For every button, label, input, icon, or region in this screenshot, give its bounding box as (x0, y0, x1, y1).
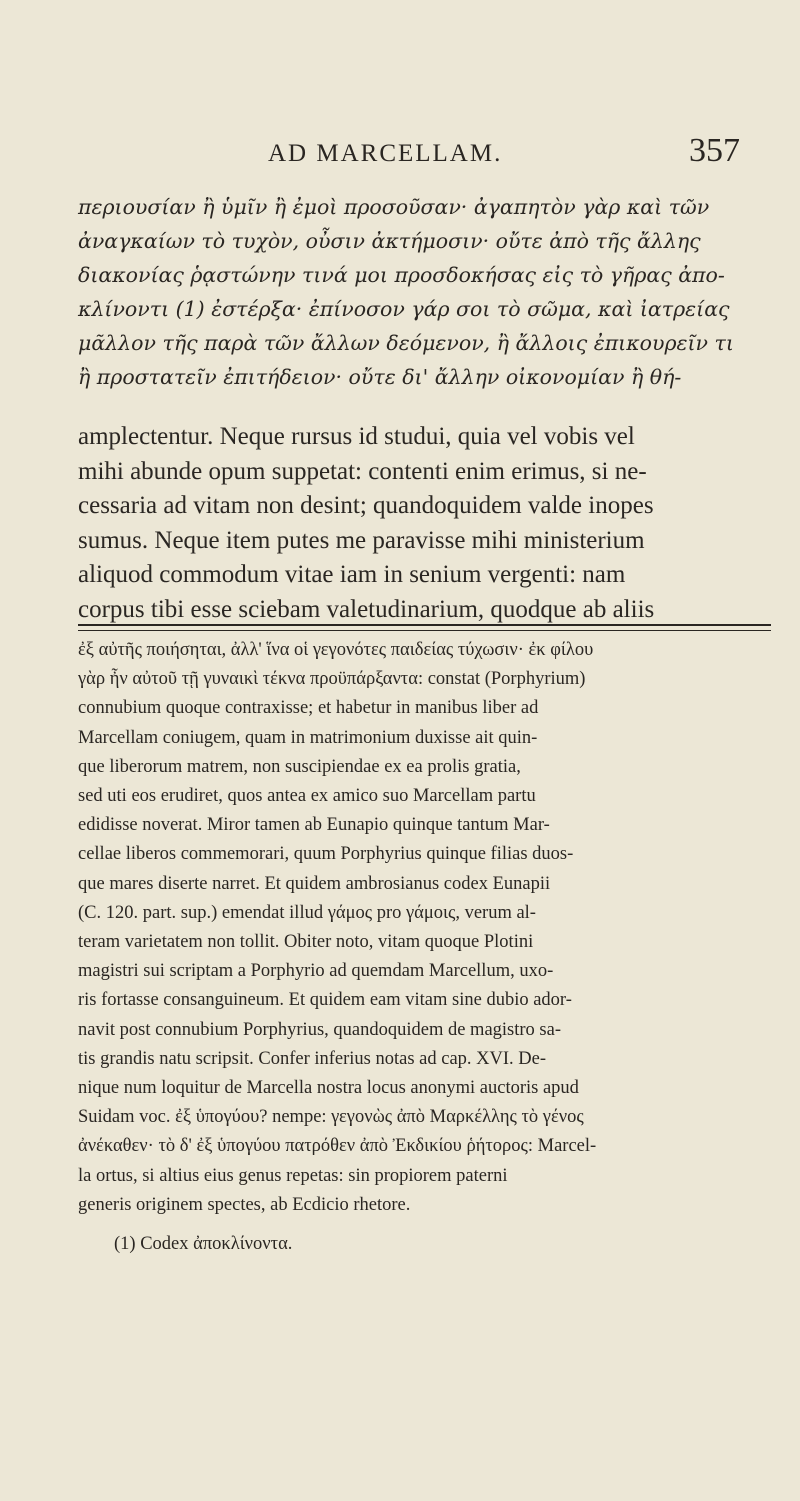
notes-block (78, 636, 768, 1220)
greek-line: περιουσίαν ἢ ὑμῖν ἢ ἐμοὶ προσοῦσαν· ἀγαπητὸν γὰρ καὶ τῶν (78, 195, 710, 219)
note-line: sed uti eos erudiret, quos antea ex amico suo Marcellam partu (78, 786, 536, 807)
greek-line: διακονίας ῥᾳστώνην τινά μοι προσδοκήσας εἰς τὸ γῆρας ἀπο- (78, 263, 725, 287)
latin-line: cessaria ad vitam non desint; quandoquidem valde inopes (78, 492, 654, 519)
note-line: que liberorum matrem, non suscipiendae ex ea prolis gratia, (78, 756, 521, 777)
note-line: la ortus, si altius eius genus repetas: sin propiorem paterni (78, 1165, 508, 1186)
latin-line: sumus. Neque item putes me paravisse mihi ministerium (78, 526, 645, 554)
note-line: connubium quoque contraxisse; et habetur in manibus liber ad (78, 698, 539, 719)
note-line: cellae liberos commemorari, quum Porphyrius quinque filias duos- (78, 844, 574, 865)
latin-line: mihi abunde opum suppetat: contenti enim erimus, si ne- (78, 457, 647, 485)
page-number: 357 (689, 132, 740, 169)
note-line: Suidam voc. ἐξ ὑπογύου? nempe: γεγονὼς ἀπὸ Μαρκέλλης τὸ γένος (78, 1107, 584, 1128)
latin-line: amplectentur. Neque rursus id studui, quia vel vobis vel (78, 423, 635, 450)
note-line: navit post connubium Porphyrius, quandoquidem de magistro sa- (78, 1019, 561, 1040)
greek-line: μᾶλλον τῆς παρὰ τῶν ἄλλων δεόμενον, ἢ ἄλλοις ἐπικουρεῖν τι (78, 331, 734, 355)
footnote: (1) Codex ἀποκλίνοντα. (114, 1234, 293, 1254)
note-line: tis grandis natu scripsit. Confer inferius notas ad cap. XVI. De- (78, 1048, 547, 1069)
note-line: (C. 120. part. sup.) emendat illud γάμος pro γάμοις, verum al- (78, 902, 536, 923)
note-line: magistri sui scriptam a Porphyrio ad quemdam Marcellum, uxo- (78, 961, 554, 982)
greek-text-block (78, 190, 758, 394)
greek-line: ἀναγκαίων τὸ τυχὸν, οὖσιν ἀκτήμοσιν· οὔτε ἀπὸ τῆς ἄλλης (78, 229, 701, 253)
note-line: γὰρ ἦν αὐτοῦ τῇ γυναικὶ τέκνα προϋπάρξαντα: constat (Porphyrium) (78, 669, 586, 690)
note-line: generis originem spectes, ab Ecdicio rhetore. (78, 1194, 411, 1215)
latin-line: aliquod commodum vitae iam in senium vergenti: nam (78, 561, 626, 588)
running-head: AD MARCELLAM. (268, 140, 503, 167)
greek-line: κλίνοντι (1) ἐστέρξα· ἐπίνοσον γάρ σοι τὸ σῶμα, καὶ ἰατρείας (78, 297, 730, 321)
greek-line: ἢ προστατεῖν ἐπιτήδειον· οὔτε δι' ἄλλην οἰκονομίαν ἢ θή- (78, 365, 682, 389)
note-line: ἐξ αὐτῆς ποιήσηται, ἀλλ' ἵνα οἱ γεγονότες παιδείας τύχωσιν· ἐκ φίλου (78, 640, 594, 660)
note-line: teram varietatem non tollit. Obiter noto, vitam quoque Plotini (78, 932, 534, 953)
note-line: edidisse noverat. Miror tamen ab Eunapio quinque tantum Mar- (78, 815, 550, 836)
notes-separator-rule (78, 624, 771, 631)
note-line: que mares diserte narret. Et quidem ambrosianus codex Eunapii (78, 873, 551, 894)
latin-translation-block (78, 420, 768, 627)
note-line: Marcellam coniugem, quam in matrimonium duxisse ait quin- (78, 727, 538, 748)
note-line: nique num loquitur de Marcella nostra locus anonymi auctoris apud (78, 1078, 579, 1099)
page-header (70, 132, 760, 182)
note-line: ἀνέκαθεν· τὸ δ' ἐξ ὑπογύου πατρόθεν ἀπὸ Ἐκδικίου ῥήτορος: Marcel- (78, 1136, 597, 1157)
note-line: ris fortasse consanguineum. Et quidem eam vitam sine dubio ador- (78, 990, 572, 1011)
latin-line: corpus tibi esse sciebam valetudinarium, quodque ab aliis (78, 595, 655, 623)
